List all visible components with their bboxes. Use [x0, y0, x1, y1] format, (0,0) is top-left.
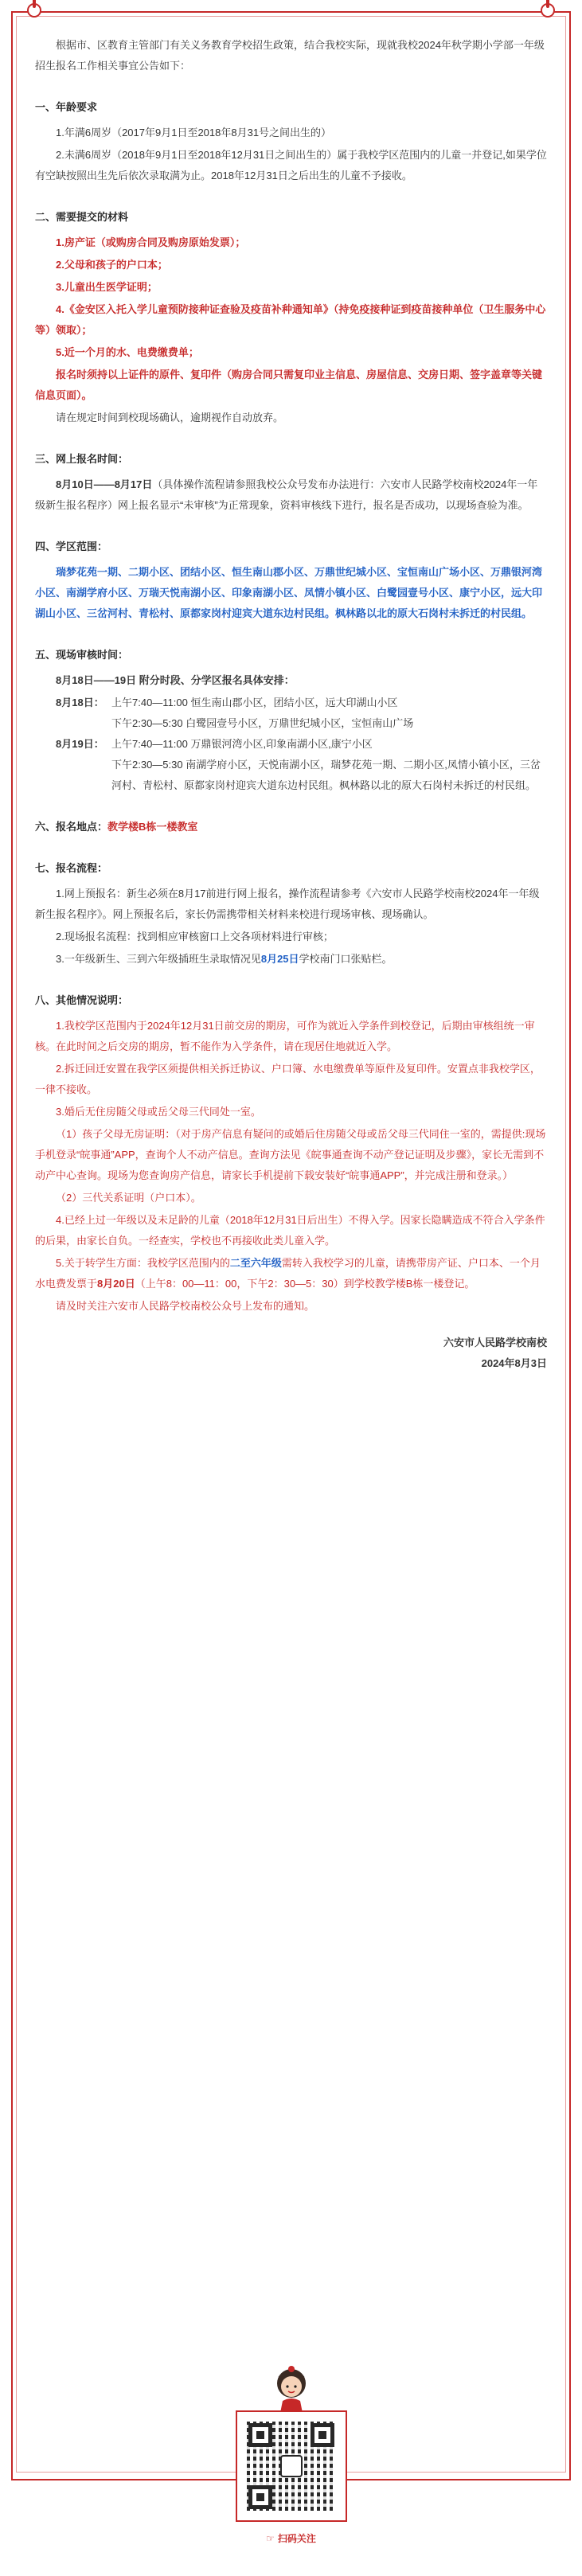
process-step-2: 2.现场报名流程：找到相应审核窗口上交各项材料进行审核； [56, 931, 334, 943]
schedule-day-2-afternoon: 下午2:30—5:30 南湖学府小区，天悦南湖小区，瑞梦花苑一期、二期小区,凤情小镇小区，三岔河村、青松村、原都家岗村迎宾大道东边村民组。枫林路以北的原大石岗村未拆迁的村民组。 [111, 759, 541, 791]
notice-content [35, 35, 547, 1374]
registration-location: 教学楼B栋一楼教室 [107, 821, 198, 833]
other-note-2: 2.拆迁回迁安置在我学区须提供相关拆迁协议、户口簿、水电缴费单等原件及复印件。安置点非我校学区，一律不接收。 [35, 1063, 541, 1095]
process-step-1: 1.网上预报名：新生必须在8月17前进行网上报名，操作流程请参考《六安市人民路学校南校2024年一年级新生报名程序》。网上预报名后，家长仍需携带相关材料来校进行现场审核、现场确认。 [35, 888, 540, 920]
material-original-note: 报名时须持以上证件的原件、复印件（购房合同只需复印业主信息、房屋信息、交房日期、签字盖章等关键信息页面）。 [35, 369, 543, 401]
section-4-title: 四、学区范围： [35, 541, 108, 552]
qr-code-frame [236, 2410, 347, 2522]
pin-icon [27, 3, 41, 18]
material-item-4: 4.《金安区入托入学儿童预防接种证查验及疫苗补种通知单》（持免疫接种证到疫苗接种单位（卫生服务中心等）领取）； [35, 303, 546, 336]
schedule-day-2 [35, 734, 547, 755]
process-step-3: 3.一年级新生、三到六年级插班生录取情况见8月25日学校南门口张贴栏。 [56, 953, 393, 965]
age-requirement-2: 2.未满6周岁（2018年9月1日至2018年12月31日之间出生的）属于我校学区范围内的儿童一并登记,如果学位有空缺按照出生先后依次录取满为止。2018年12月31日之后出生的儿童不予接收。 [35, 149, 547, 181]
follow-notice: 请及时关注六安市人民路学校南校公众号上发布的通知。 [56, 1300, 315, 1312]
other-note-3-1: （1）孩子父母无房证明：（对于房产信息有疑问的或婚后住房随父母或岳父母三代同住一室的，需提供:现场手机登录“皖事通”APP，查询个人不动产信息。查询方法见《皖事通查询不动产登记证明及步骤》，家长无需到不动产中心查询。现场为您查询房产信息，请家长手机提前下载安装好“皖事通APP”，并完成注册和登录。） [35, 1128, 546, 1181]
onsite-schedule-heading: 8月18日——19日 附分时段、分学区报名具体安排： [56, 674, 295, 686]
qr-code[interactable] [247, 2422, 336, 2511]
material-deadline-note: 请在规定时间到校现场确认，逾期视作自动放弃。 [56, 412, 284, 423]
material-item-1: 1.房产证（或购房合同及购房原始发票）； [56, 236, 246, 248]
pin-icon [541, 3, 555, 18]
section-1-title: 一、年龄要求 [35, 101, 98, 113]
section-6-title [35, 817, 547, 837]
result-date: 8月25日 [260, 953, 299, 965]
other-note-5: 5.关于转学生方面：我校学区范围内的二至六年级需转入我校学习的儿童，请携带房产证、户口本、一个月水电费发票于8月20日（上午8：00—11：00，下午2：30—5：30）到学校教学楼B栋一楼登记。 [35, 1257, 541, 1290]
age-requirement-1: 1.年满6周岁（2017年9月1日至2018年8月31号之间出生的） [56, 127, 332, 139]
material-item-2: 2.父母和孩子的户口本； [56, 259, 168, 271]
section-5-title: 五、现场审核时间： [35, 649, 129, 661]
schedule-day-1-morning: 上午7:40—11:00 恒生南山郡小区，团结小区，远大印湖山小区 [111, 697, 398, 708]
material-item-5: 5.近一个月的水、电费缴费单； [56, 346, 199, 358]
online-registration-date: 8月10日——8月17日 [56, 478, 153, 490]
other-note-4: 4.已经上过一年级以及未足龄的儿童（2018年12月31日后出生）不得入学。因家长隐瞒造成不符合入学条件的后果，由家长自负。一经查实，学校也不再接收此类儿童入学。 [35, 1214, 545, 1247]
section-7-title: 七、报名流程： [35, 862, 108, 874]
schedule-day-1-pm [35, 713, 547, 734]
intro-paragraph: 根据市、区教育主管部门有关义务教育学校招生政策，结合我校实际，现就我校2024年秋学期小学部一年级招生报名工作相关事宜公告如下： [35, 39, 545, 72]
transfer-date: 8月20日 [97, 1278, 135, 1290]
qr-footer [0, 2361, 582, 2544]
schedule-day-2-pm [35, 755, 547, 796]
school-district-list: 瑞梦花苑一期、二期小区、团结小区、恒生南山郡小区、万鼎世纪城小区、宝恒南山广场小区、万鼎银河湾小区、南湖学府小区、万瑞天悦南湖小区、印象南湖小区、凤情小镇小区、白鹭园壹号小区、康宁小区，远大印湖山小区、三岔河村、青松村、原都家岗村迎宾大道东边村民组。枫林路以北的原大石岗村未拆迁的村民组。 [35, 566, 543, 619]
qr-logo-icon [280, 2455, 303, 2477]
section-3-title: 三、网上报名时间： [35, 453, 129, 465]
cartoon-girl-icon [267, 2361, 316, 2417]
section-8-title: 八、其他情况说明： [35, 994, 129, 1006]
material-item-3: 3.儿童出生医学证明； [56, 281, 158, 293]
scan-follow-label: ☞ 扫码关注 [0, 2528, 582, 2549]
schedule-day-2-date: 8月19日： [56, 738, 104, 750]
section-6-label: 六、报名地点： [35, 821, 108, 833]
online-registration-paragraph [35, 474, 547, 516]
schedule-day-2-morning: 上午7:40—11:00 万鼎银河湾小区,印象南湖小区,康宁小区 [111, 738, 373, 750]
pointing-hand-icon: ☞ [266, 2533, 275, 2544]
schedule-day-1-afternoon: 下午2:30—5:30 白鹭园壹号小区，万鼎世纪城小区，宝恒南山广场 [111, 717, 414, 729]
section-2-title: 二、需要提交的材料 [35, 211, 129, 223]
schedule-day-1-date: 8月18日： [56, 697, 104, 708]
transfer-grades: 二至六年级 [229, 1257, 282, 1269]
schedule-day-1 [35, 693, 547, 713]
signature-org: 六安市人民路学校南校 [443, 1337, 547, 1348]
other-note-3-2: （2）三代关系证明（户口本）。 [56, 1192, 201, 1204]
other-note-1: 1.我校学区范围内于2024年12月31日前交房的期房，可作为就近入学条件到校登记，后期由审核组统一审核。在此时间之后交房的期房，暂不能作为入学条件，请在现居住地就近入学。 [35, 1020, 535, 1052]
other-note-3: 3.婚后无住房随父母或岳父母三代同处一室。 [56, 1106, 261, 1118]
online-registration-text: （具体操作流程请参照我校公众号发布办法进行：六安市人民路学校南校2024年一年级新生报名程序）网上报名显示“未审核”为正常现象，资料审核线下进行，报名是否成功，以现场查验为准。 [35, 478, 538, 511]
signature-date: 2024年8月3日 [481, 1357, 547, 1369]
